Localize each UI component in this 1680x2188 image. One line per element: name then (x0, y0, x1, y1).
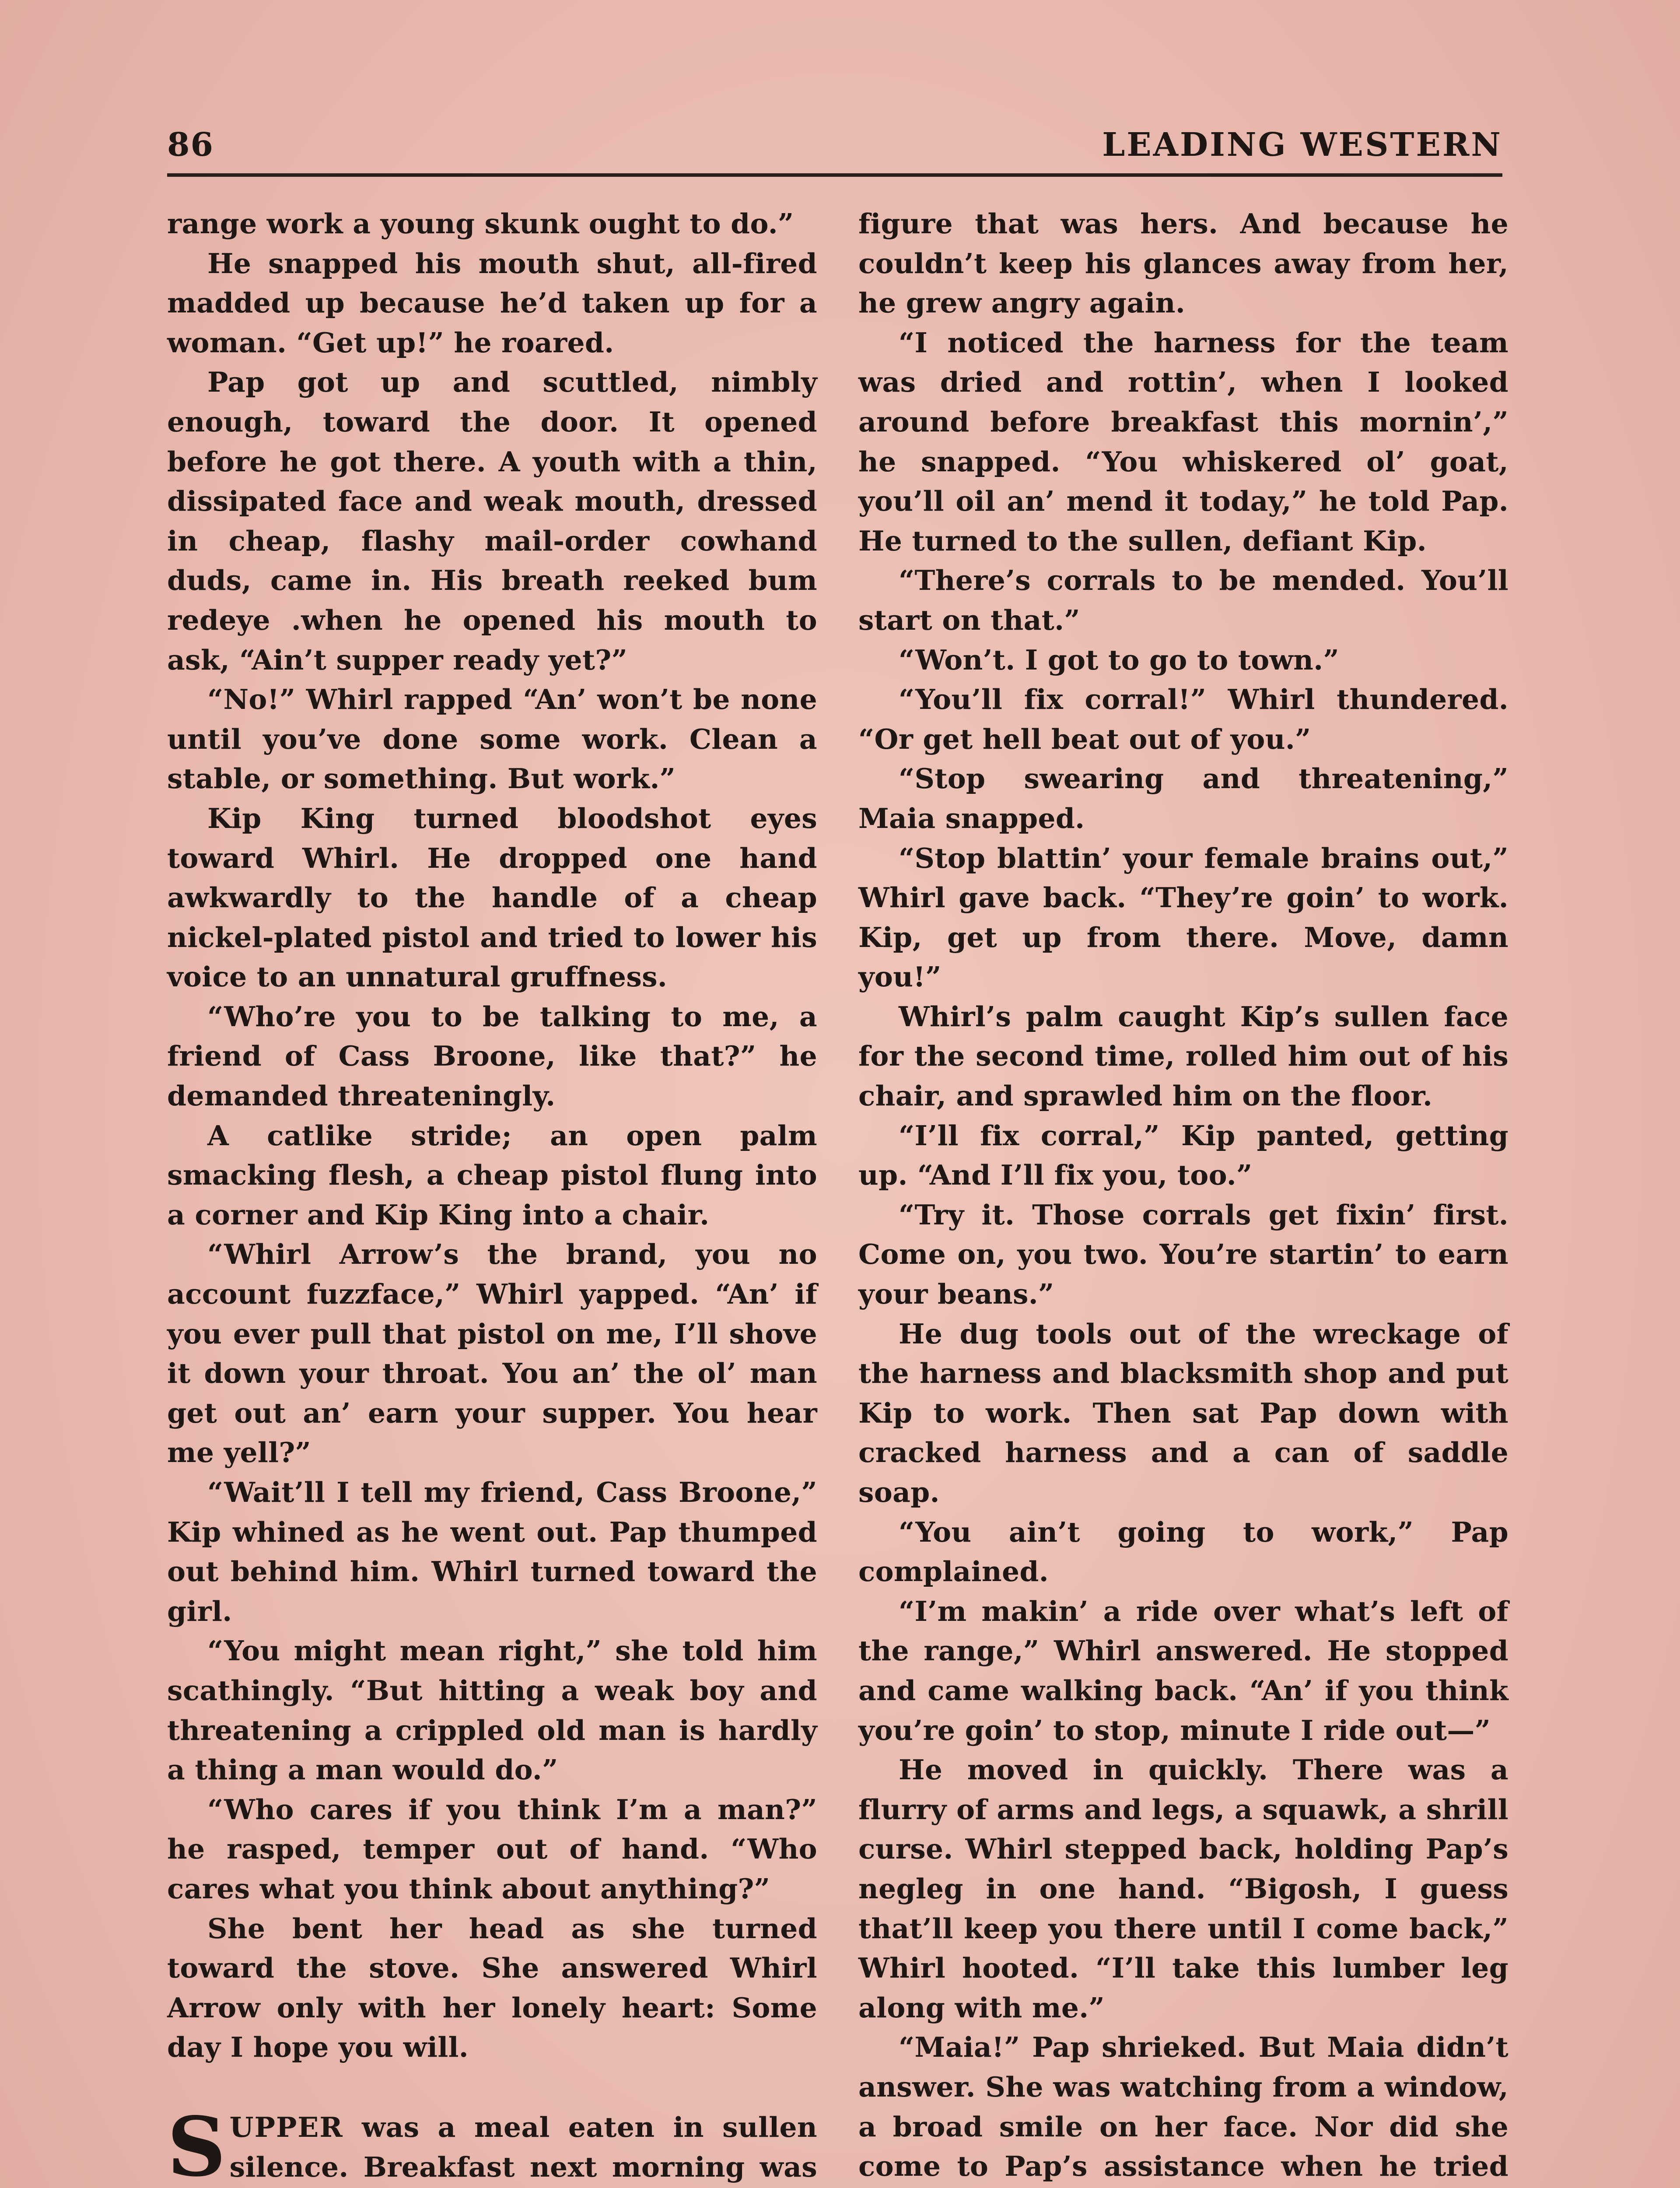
running-head: LEADING WESTERN (1102, 126, 1502, 164)
paragraph: “No!” Whirl rapped “An’ won’t be none until you’ve done some work. Clean a stable, or something. But work.” (167, 683, 817, 795)
dropcap-paragraph (167, 2098, 817, 2188)
paragraph: Kip King turned bloodshot eyes toward Whirl. He dropped one hand awkwardly to the handle of a cheap nickel-plated pistol and tried to lower his voice to an unnatural gruffness. (167, 802, 817, 993)
paragraph: “You ain’t going to work,” Pap complained. (858, 1515, 1508, 1588)
paragraph: “Who’re you to be talking to me, a friend of Cass Broone, like that?” he demanded threateningly. (167, 1000, 817, 1112)
paragraph: She bent her head as she turned toward the stove. She answered Whirl Arrow only with her lonely heart: Some day I hope you will. (167, 1912, 817, 2064)
paragraph: “I’ll fix corral,” Kip panted, getting up. “And I’ll fix you, too.” (858, 1119, 1508, 1192)
page-number: 86 (167, 126, 214, 164)
paragraph: range work a young skunk ought to do.” (167, 207, 794, 240)
paragraph: Pap got up and scuttled, nimbly enough, toward the door. It opened before he got there. A youth with a thin, dissipated face and weak mouth, dressed in cheap, flashy mail-order cowhand duds, came in. His breath reeked bum redeye .when he opened his mouth to ask, “Ain’t supper ready yet?” (167, 366, 817, 676)
paragraph: “Who cares if you think I’m a man?” he rasped, temper out of hand. “Who cares what you think about anything?” (167, 1793, 817, 1905)
right-column (858, 204, 1508, 2188)
section-break (167, 2067, 817, 2107)
paragraph: A catlike stride; an open palm smacking flesh, a cheap pistol flung into a corner and Kip King into a chair. (167, 1119, 817, 1231)
paragraph: “I’m makin’ a ride over what’s left of the range,” Whirl answered. He stopped and came walking back. “An’ if you think you’re goin’ to stop, minute I ride out—” (858, 1595, 1508, 1746)
paragraph: “Won’t. I got to go to town.” (899, 643, 1339, 676)
paragraph: Whirl’s palm caught Kip’s sullen face for the second time, rolled him out of his chair, and sprawled him on the floor. (858, 1000, 1508, 1112)
page-header (167, 123, 1502, 175)
header-rule (167, 173, 1502, 177)
drop-cap: S (167, 2098, 226, 2188)
paragraph: “I noticed the harness for the team was dried and rottin’, when I looked around before breakfast this mornin’,” he snapped. “You whiskered ol’ goat, you’ll oil an’ mend it today,” he told Pap. He turned to the sullen, defiant Kip. (858, 326, 1508, 557)
paragraph: He moved in quickly. There was a flurry of arms and legs, a squawk, a shrill curse. Whirl stepped back, holding Pap’s negleg in one hand. “Bigosh, I guess that’ll keep you there until I come back,” Whirl hooted. “I’ll take this lumber leg along with me.” (858, 1753, 1508, 2024)
paragraph: “Try it. Those corrals get fixin’ first. Come on, you two. You’re startin’ to earn your beans.” (858, 1198, 1508, 1311)
paragraph: “There’s corrals to be mended. You’ll start on that.” (858, 564, 1508, 636)
paragraph: He snapped his mouth shut, all-fired madded up because he’d taken up for a woman. “Get up!” he roared. (167, 247, 817, 359)
paragraph: “You’ll fix corral!” Whirl thundered. “Or get hell beat out of you.” (858, 683, 1508, 755)
paragraph: figure that was hers. And because he couldn’t keep his glances away from her, he grew angry again. (858, 207, 1508, 319)
paragraph: “Stop blattin’ your female brains out,” Whirl gave back. “They’re goin’ to work. Kip, get up from there. Move, damn you!” (858, 842, 1508, 993)
paragraph: He dug tools out of the wreckage of the harness and blacksmith shop and put Kip to work. Then sat Pap down with cracked harness and a can of saddle soap. (858, 1317, 1508, 1508)
paragraph: “Wait’ll I tell my friend, Cass Broone,” Kip whined as he went out. Pap thumped out behind him. Whirl turned toward the girl. (167, 1476, 817, 1627)
paragraph: “Maia!” Pap shrieked. But Maia didn’t answer. She was watching from a window, a broad smile on her face. Nor did she come to Pap’s assistance when he tried (858, 2031, 1508, 2183)
paragraph: “Stop swearing and threatening,” Maia snapped. (858, 762, 1508, 835)
paragraph: “You might mean right,” she told him scathingly. “But hitting a weak boy and threatening a crippled old man is hardly a thing a man would do.” (167, 1634, 817, 1786)
small-caps-lead: UPPER (229, 2111, 343, 2143)
left-column (167, 204, 817, 2188)
paragraph: “Whirl Arrow’s the brand, you no account fuzzface,” Whirl yapped. “An’ if you ever pull that pistol on me, I’ll shove it down your throat. You an’ the ol’ man get out an’ earn your supper. You hear me yell?” (167, 1238, 817, 1469)
paragraph-text: was a meal eaten in sullen silence. Breakfast next morning was (229, 2111, 817, 2183)
